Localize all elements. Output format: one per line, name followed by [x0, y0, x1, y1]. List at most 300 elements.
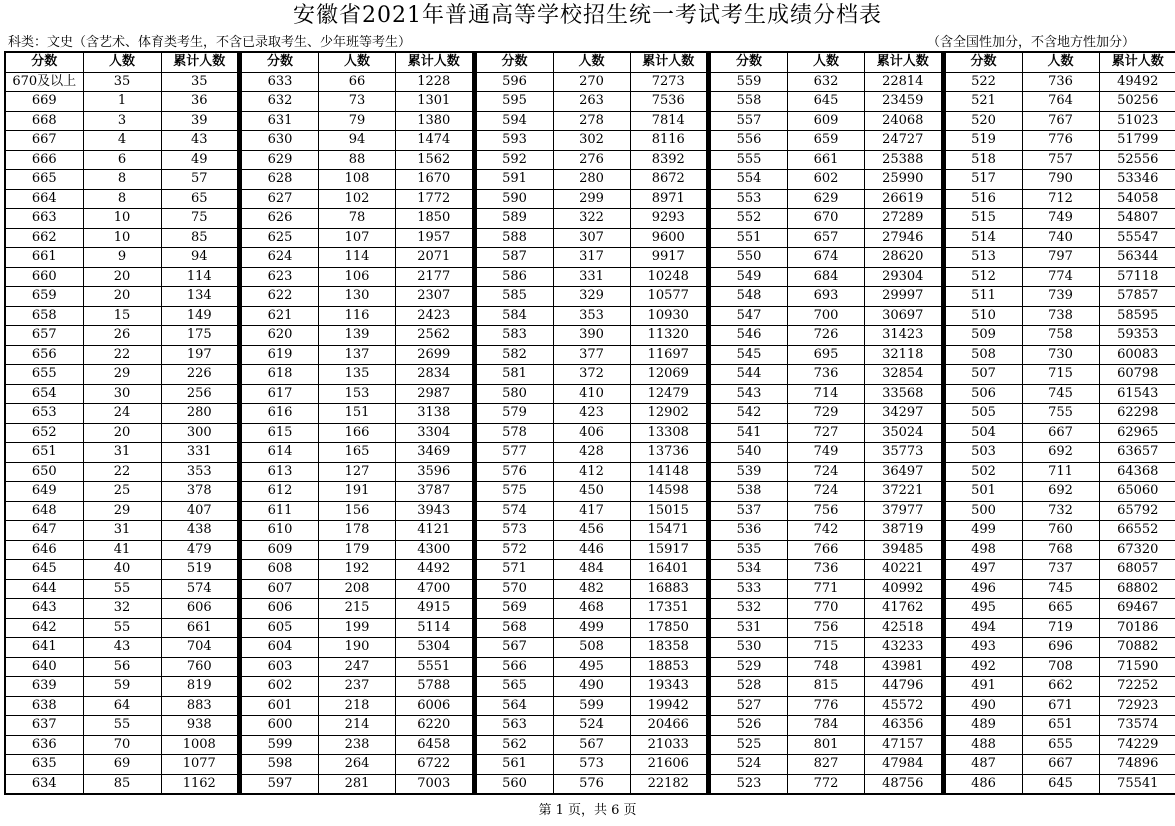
score-cell: 587: [475, 248, 553, 268]
score-cell: 642: [5, 618, 83, 638]
count-cell: 106: [319, 267, 396, 287]
count-cell: 116: [319, 306, 396, 326]
cumulative-cell: 22182: [630, 774, 707, 794]
score-cell: 629: [241, 150, 319, 170]
score-table-block: [4, 51, 239, 795]
count-cell: 508: [553, 638, 630, 658]
cumulative-cell: 24068: [865, 111, 942, 131]
table-row: [5, 423, 238, 443]
table-row: [944, 189, 1175, 209]
cumulative-cell: 2834: [396, 365, 473, 385]
score-cell: 624: [241, 248, 319, 268]
score-cell: 498: [944, 540, 1022, 560]
count-cell: 815: [788, 677, 865, 697]
cumulative-cell: 34297: [865, 404, 942, 424]
table-row: [710, 267, 942, 287]
table-row: [241, 150, 473, 170]
count-cell: 156: [319, 501, 396, 521]
cumulative-cell: 8971: [630, 189, 707, 209]
count-cell: 727: [788, 423, 865, 443]
count-cell: 629: [788, 189, 865, 209]
cumulative-cell: 60798: [1099, 365, 1175, 385]
score-header: 分数: [241, 52, 319, 72]
table-row: [944, 462, 1175, 482]
cumulative-cell: 1474: [396, 131, 473, 151]
count-cell: 40: [83, 560, 161, 580]
count-cell: 740: [1022, 228, 1099, 248]
score-cell: 568: [475, 618, 553, 638]
cumulative-cell: 72923: [1099, 696, 1175, 716]
score-cell: 581: [475, 365, 553, 385]
count-cell: 9: [83, 248, 161, 268]
count-cell: 3: [83, 111, 161, 131]
table-row: [241, 482, 473, 502]
cumulative-cell: 35773: [865, 443, 942, 463]
cumulative-cell: 938: [161, 716, 238, 736]
count-cell: 22: [83, 462, 161, 482]
count-cell: 20: [83, 267, 161, 287]
table-row: [241, 521, 473, 541]
count-cell: 711: [1022, 462, 1099, 482]
cumulative-cell: 5551: [396, 657, 473, 677]
table-row: [944, 345, 1175, 365]
table-row: [710, 521, 942, 541]
table-row: [710, 345, 942, 365]
score-cell: 643: [5, 599, 83, 619]
score-cell: 621: [241, 306, 319, 326]
count-cell: 55: [83, 579, 161, 599]
count-cell: 665: [1022, 599, 1099, 619]
table-row: [5, 579, 238, 599]
cumulative-cell: 7273: [630, 72, 707, 92]
cumulative-cell: 1162: [161, 774, 238, 794]
table-row: [710, 365, 942, 385]
cumulative-cell: 4300: [396, 540, 473, 560]
cumulative-cell: 24727: [865, 131, 942, 151]
count-cell: 237: [319, 677, 396, 697]
table-row: [241, 423, 473, 443]
score-cell: 630: [241, 131, 319, 151]
count-cell: 667: [1022, 755, 1099, 775]
cumulative-cell: 134: [161, 287, 238, 307]
score-cell: 496: [944, 579, 1022, 599]
table-row: [710, 716, 942, 736]
table-row: [475, 189, 707, 209]
table-row: [944, 306, 1175, 326]
table-row: [475, 92, 707, 112]
score-cell: 613: [241, 462, 319, 482]
cumulative-cell: 4121: [396, 521, 473, 541]
score-cell: 549: [710, 267, 788, 287]
cumulative-cell: 59353: [1099, 326, 1175, 346]
count-cell: 700: [788, 306, 865, 326]
score-cell: 513: [944, 248, 1022, 268]
table-row: [475, 248, 707, 268]
table-row: [5, 189, 238, 209]
table-row: [241, 579, 473, 599]
count-cell: 450: [553, 482, 630, 502]
cumulative-header: 累计人数: [1099, 52, 1175, 72]
count-cell: 745: [1022, 384, 1099, 404]
count-cell: 428: [553, 443, 630, 463]
table-row: [710, 209, 942, 229]
table-row: [475, 209, 707, 229]
score-cell: 616: [241, 404, 319, 424]
count-cell: 692: [1022, 482, 1099, 502]
score-cell: 544: [710, 365, 788, 385]
table-row: [944, 365, 1175, 385]
cumulative-cell: 66552: [1099, 521, 1175, 541]
cumulative-cell: 37977: [865, 501, 942, 521]
score-cell: 626: [241, 209, 319, 229]
score-cell: 548: [710, 287, 788, 307]
count-cell: 302: [553, 131, 630, 151]
header-row: [710, 52, 942, 72]
table-row: [241, 111, 473, 131]
table-row: [5, 443, 238, 463]
count-cell: 64: [83, 696, 161, 716]
cumulative-cell: 30697: [865, 306, 942, 326]
cumulative-cell: 10930: [630, 306, 707, 326]
score-cell: 586: [475, 267, 553, 287]
table-row: [710, 92, 942, 112]
count-cell: 484: [553, 560, 630, 580]
score-cell: 510: [944, 306, 1022, 326]
score-cell: 500: [944, 501, 1022, 521]
score-cell: 519: [944, 131, 1022, 151]
table-row: [475, 462, 707, 482]
cumulative-cell: 2177: [396, 267, 473, 287]
cumulative-cell: 19942: [630, 696, 707, 716]
cumulative-cell: 5114: [396, 618, 473, 638]
table-row: [475, 755, 707, 775]
cumulative-cell: 70882: [1099, 638, 1175, 658]
table-row: [944, 404, 1175, 424]
cumulative-cell: 50256: [1099, 92, 1175, 112]
cumulative-cell: 300: [161, 423, 238, 443]
cumulative-cell: 8672: [630, 170, 707, 190]
cumulative-cell: 22814: [865, 72, 942, 92]
table-row: [944, 131, 1175, 151]
score-table-block: [474, 51, 709, 795]
cumulative-cell: 31423: [865, 326, 942, 346]
count-cell: 190: [319, 638, 396, 658]
count-cell: 790: [1022, 170, 1099, 190]
count-cell: 139: [319, 326, 396, 346]
score-cell: 635: [5, 755, 83, 775]
count-cell: 609: [788, 111, 865, 131]
table-row: [475, 482, 707, 502]
cumulative-cell: 1228: [396, 72, 473, 92]
count-cell: 412: [553, 462, 630, 482]
table-row: [241, 404, 473, 424]
score-cell: 530: [710, 638, 788, 658]
cumulative-cell: 3304: [396, 423, 473, 443]
score-cell: 534: [710, 560, 788, 580]
cumulative-cell: 21606: [630, 755, 707, 775]
table-row: [241, 599, 473, 619]
count-cell: 263: [553, 92, 630, 112]
count-cell: 55: [83, 716, 161, 736]
count-cell: 417: [553, 501, 630, 521]
header-row: [944, 52, 1175, 72]
count-cell: 774: [1022, 267, 1099, 287]
score-cell: 529: [710, 657, 788, 677]
cumulative-header: 累计人数: [865, 52, 942, 72]
count-cell: 712: [1022, 189, 1099, 209]
count-cell: 179: [319, 540, 396, 560]
score-cell: 615: [241, 423, 319, 443]
count-cell: 70: [83, 735, 161, 755]
count-cell: 768: [1022, 540, 1099, 560]
table-row: [241, 384, 473, 404]
cumulative-cell: 16883: [630, 579, 707, 599]
cumulative-cell: 36497: [865, 462, 942, 482]
table-row: [475, 657, 707, 677]
cumulative-cell: 15015: [630, 501, 707, 521]
table-row: [475, 677, 707, 697]
table-row: [241, 540, 473, 560]
count-cell: 192: [319, 560, 396, 580]
score-cell: 541: [710, 423, 788, 443]
table-row: [475, 267, 707, 287]
table-row: [944, 248, 1175, 268]
table-row: [710, 326, 942, 346]
cumulative-cell: 1380: [396, 111, 473, 131]
count-cell: 22: [83, 345, 161, 365]
cumulative-cell: 606: [161, 599, 238, 619]
cumulative-cell: 7814: [630, 111, 707, 131]
table-row: [5, 131, 238, 151]
score-cell: 667: [5, 131, 83, 151]
count-cell: 767: [1022, 111, 1099, 131]
score-cell: 637: [5, 716, 83, 736]
score-cell: 649: [5, 482, 83, 502]
cumulative-cell: 175: [161, 326, 238, 346]
count-cell: 776: [1022, 131, 1099, 151]
cumulative-cell: 29304: [865, 267, 942, 287]
score-cell: 602: [241, 677, 319, 697]
cumulative-cell: 68057: [1099, 560, 1175, 580]
table-row: [5, 248, 238, 268]
cumulative-cell: 45572: [865, 696, 942, 716]
cumulative-cell: 12479: [630, 384, 707, 404]
score-cell: 543: [710, 384, 788, 404]
count-cell: 1: [83, 92, 161, 112]
cumulative-cell: 438: [161, 521, 238, 541]
score-cell: 547: [710, 306, 788, 326]
table-row: [944, 521, 1175, 541]
cumulative-cell: 68802: [1099, 579, 1175, 599]
cumulative-cell: 3138: [396, 404, 473, 424]
table-row: [475, 501, 707, 521]
score-cell: 576: [475, 462, 553, 482]
cumulative-cell: 32854: [865, 365, 942, 385]
cumulative-cell: 256: [161, 384, 238, 404]
table-row: [241, 657, 473, 677]
table-row: [5, 404, 238, 424]
count-cell: 280: [553, 170, 630, 190]
table-row: [5, 735, 238, 755]
cumulative-cell: 35024: [865, 423, 942, 443]
cumulative-cell: 56344: [1099, 248, 1175, 268]
score-cell: 494: [944, 618, 1022, 638]
cumulative-cell: 8392: [630, 150, 707, 170]
cumulative-cell: 280: [161, 404, 238, 424]
table-row: [710, 287, 942, 307]
cumulative-cell: 15917: [630, 540, 707, 560]
count-cell: 742: [788, 521, 865, 541]
count-cell: 247: [319, 657, 396, 677]
cumulative-cell: 2699: [396, 345, 473, 365]
score-cell: 563: [475, 716, 553, 736]
count-cell: 692: [1022, 443, 1099, 463]
count-cell: 730: [1022, 345, 1099, 365]
table-row: [475, 618, 707, 638]
score-cell: 527: [710, 696, 788, 716]
count-cell: 645: [788, 92, 865, 112]
count-cell: 739: [1022, 287, 1099, 307]
score-cell: 592: [475, 150, 553, 170]
score-cell: 619: [241, 345, 319, 365]
score-cell: 654: [5, 384, 83, 404]
table-row: [475, 521, 707, 541]
count-cell: 749: [1022, 209, 1099, 229]
table-row: [241, 696, 473, 716]
score-cell: 537: [710, 501, 788, 521]
count-cell: 662: [1022, 677, 1099, 697]
score-cell: 573: [475, 521, 553, 541]
cumulative-cell: 43981: [865, 657, 942, 677]
count-cell: 456: [553, 521, 630, 541]
table-row: [475, 540, 707, 560]
count-cell: 495: [553, 657, 630, 677]
count-cell: 667: [1022, 423, 1099, 443]
score-table-block: [239, 51, 474, 795]
count-cell: 178: [319, 521, 396, 541]
cumulative-cell: 62298: [1099, 404, 1175, 424]
count-cell: 377: [553, 345, 630, 365]
score-cell: 560: [475, 774, 553, 794]
score-cell: 487: [944, 755, 1022, 775]
table-row: [475, 735, 707, 755]
count-cell: 468: [553, 599, 630, 619]
table-row: [5, 599, 238, 619]
table-row: [710, 774, 942, 794]
count-cell: 191: [319, 482, 396, 502]
cumulative-cell: 25388: [865, 150, 942, 170]
score-cell: 559: [710, 72, 788, 92]
score-cell: 486: [944, 774, 1022, 794]
cumulative-cell: 2071: [396, 248, 473, 268]
count-cell: 714: [788, 384, 865, 404]
cumulative-cell: 10248: [630, 267, 707, 287]
cumulative-cell: 2987: [396, 384, 473, 404]
score-cell: 511: [944, 287, 1022, 307]
table-row: [5, 540, 238, 560]
count-cell: 151: [319, 404, 396, 424]
cumulative-cell: 74229: [1099, 735, 1175, 755]
table-row: [944, 287, 1175, 307]
score-cell: 505: [944, 404, 1022, 424]
table-row: [475, 599, 707, 619]
count-cell: 757: [1022, 150, 1099, 170]
score-cell: 666: [5, 150, 83, 170]
cumulative-cell: 69467: [1099, 599, 1175, 619]
score-cell: 640: [5, 657, 83, 677]
count-cell: 736: [788, 560, 865, 580]
table-row: [475, 170, 707, 190]
score-cell: 506: [944, 384, 1022, 404]
cumulative-cell: 12902: [630, 404, 707, 424]
score-cell: 634: [5, 774, 83, 794]
count-cell: 715: [788, 638, 865, 658]
cumulative-cell: 17850: [630, 618, 707, 638]
count-cell: 353: [553, 306, 630, 326]
cumulative-cell: 14148: [630, 462, 707, 482]
table-row: [475, 423, 707, 443]
count-cell: 737: [1022, 560, 1099, 580]
cumulative-cell: 51023: [1099, 111, 1175, 131]
table-row: [241, 248, 473, 268]
count-cell: 674: [788, 248, 865, 268]
cumulative-cell: 760: [161, 657, 238, 677]
table-row: [944, 150, 1175, 170]
table-row: [710, 599, 942, 619]
cumulative-cell: 9293: [630, 209, 707, 229]
score-cell: 578: [475, 423, 553, 443]
cumulative-cell: 1562: [396, 150, 473, 170]
cumulative-cell: 38719: [865, 521, 942, 541]
score-cell: 508: [944, 345, 1022, 365]
count-cell: 724: [788, 462, 865, 482]
count-cell: 165: [319, 443, 396, 463]
count-cell: 827: [788, 755, 865, 775]
cumulative-cell: 407: [161, 501, 238, 521]
score-cell: 664: [5, 189, 83, 209]
cumulative-cell: 85: [161, 228, 238, 248]
cumulative-cell: 32118: [865, 345, 942, 365]
score-cell: 612: [241, 482, 319, 502]
score-cell: 528: [710, 677, 788, 697]
score-cell: 489: [944, 716, 1022, 736]
score-cell: 651: [5, 443, 83, 463]
cumulative-cell: 46356: [865, 716, 942, 736]
score-cell: 599: [241, 735, 319, 755]
table-row: [5, 521, 238, 541]
cumulative-cell: 1957: [396, 228, 473, 248]
table-row: [5, 482, 238, 502]
table-row: [5, 560, 238, 580]
score-cell: 558: [710, 92, 788, 112]
table-row: [5, 716, 238, 736]
count-cell: 108: [319, 170, 396, 190]
cumulative-cell: 49: [161, 150, 238, 170]
table-row: [710, 638, 942, 658]
count-cell: 317: [553, 248, 630, 268]
count-cell: 264: [319, 755, 396, 775]
score-cell: 567: [475, 638, 553, 658]
count-cell: 756: [788, 618, 865, 638]
table-row: [710, 228, 942, 248]
count-cell: 10: [83, 209, 161, 229]
table-row: [710, 72, 942, 92]
table-row: [475, 345, 707, 365]
score-cell: 557: [710, 111, 788, 131]
count-cell: 41: [83, 540, 161, 560]
score-cell: 609: [241, 540, 319, 560]
table-row: [710, 657, 942, 677]
